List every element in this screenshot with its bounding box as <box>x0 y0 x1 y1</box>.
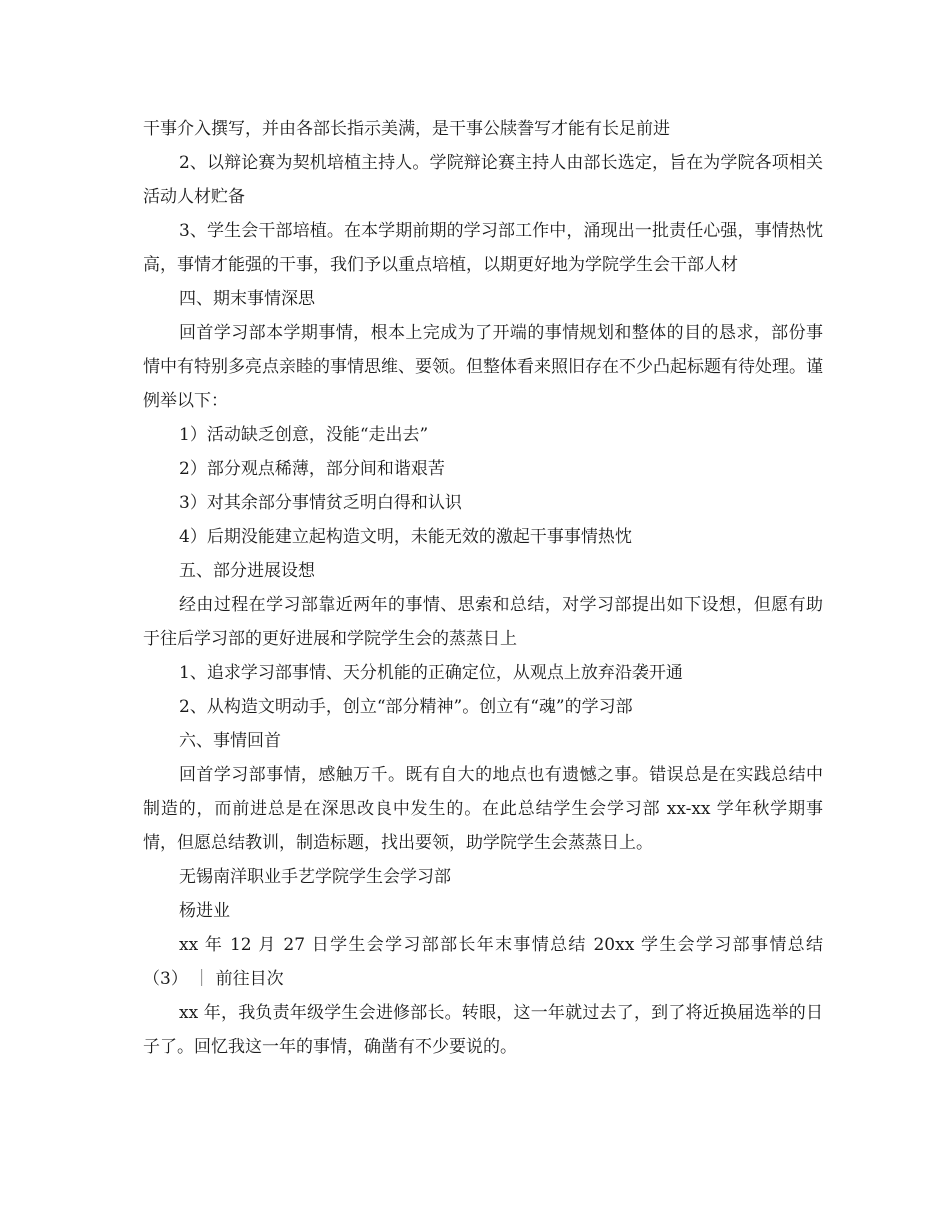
paragraph-1: 2、以辩论赛为契机培植主持人。学院辩论赛主持人由部长选定，旨在为学院各项相关活动人材贮备 <box>143 153 823 207</box>
back-to-contents-link[interactable]: 前往目次 <box>215 969 284 989</box>
section-heading-5: 五、部分进展设想 <box>179 561 315 581</box>
document-body <box>143 112 823 1064</box>
footer-separator: ｜ <box>193 969 211 989</box>
list-item-1: 1）活动缺乏创意，没能“走出去” <box>179 425 429 445</box>
section-heading-4: 四、期末事情深思 <box>179 289 315 309</box>
footer-title: xx 年 12 月 27 日学生会学习部部长年末事情总结 20xx 学生会学习部事情总结（3） <box>143 935 823 989</box>
paragraph-2: 3、学生会干部培植。在本学期前期的学习部工作中，涌现出一批责任心强，事情热忱高，事情才能强的干事，我们予以重点培植，以期更好地为学院学生会干部人材 <box>143 221 823 275</box>
section-heading-6: 六、事情回首 <box>179 731 281 751</box>
paragraph-14: 回首学习部事情，感触万千。既有自大的地点也有遗憾之事。错误总是在实践总结中制造的，而前进总是在深思改良中发生的。在此总结学生会学习部 xx-xx 学年秋学期事情，但愿总结教训，制造标题，找出要领，助学院学生会蒸蒸日上。 <box>143 765 823 853</box>
signature-name: 杨进业 <box>179 901 230 921</box>
paragraph-0: 干事介入撰写，并由各部长指示美满，是干事公牍誊写才能有长足前进 <box>143 119 670 139</box>
paragraph-12: 2、从构造文明动手，创立“部分精神”。创立有“魂”的学习部 <box>179 697 633 717</box>
paragraph-4: 回首学习部本学期事情，根本上完成为了开端的事情规划和整体的目的恳求，部份事情中有特别多亮点亲睦的事情思维、要领。但整体看来照旧存在不少凸起标题有待处理。谨例举以下： <box>143 323 823 411</box>
footer-line <box>143 928 823 996</box>
paragraph-11: 1、追求学习部事情、天分机能的正确定位，从观点上放弃沿袭开通 <box>179 663 683 683</box>
signature-organization: 无锡南洋职业手艺学院学生会学习部 <box>179 867 451 887</box>
closing-paragraph: xx 年，我负责年级学生会进修部长。转眼，这一年就过去了，到了将近换届选举的日子了。回忆我这一年的事情，确凿有不少要说的。 <box>143 1003 823 1057</box>
paragraph-10: 经由过程在学习部靠近两年的事情、思索和总结，对学习部提出如下设想，但愿有助于往后学习部的更好进展和学院学生会的蒸蒸日上 <box>143 595 823 649</box>
list-item-2: 2）部分观点稀薄，部分间和谐艰苦 <box>179 459 445 479</box>
list-item-3: 3）对其余部分事情贫乏明白得和认识 <box>179 493 462 513</box>
list-item-4: 4）后期没能建立起构造文明，未能无效的激起干事事情热忱 <box>179 527 632 547</box>
